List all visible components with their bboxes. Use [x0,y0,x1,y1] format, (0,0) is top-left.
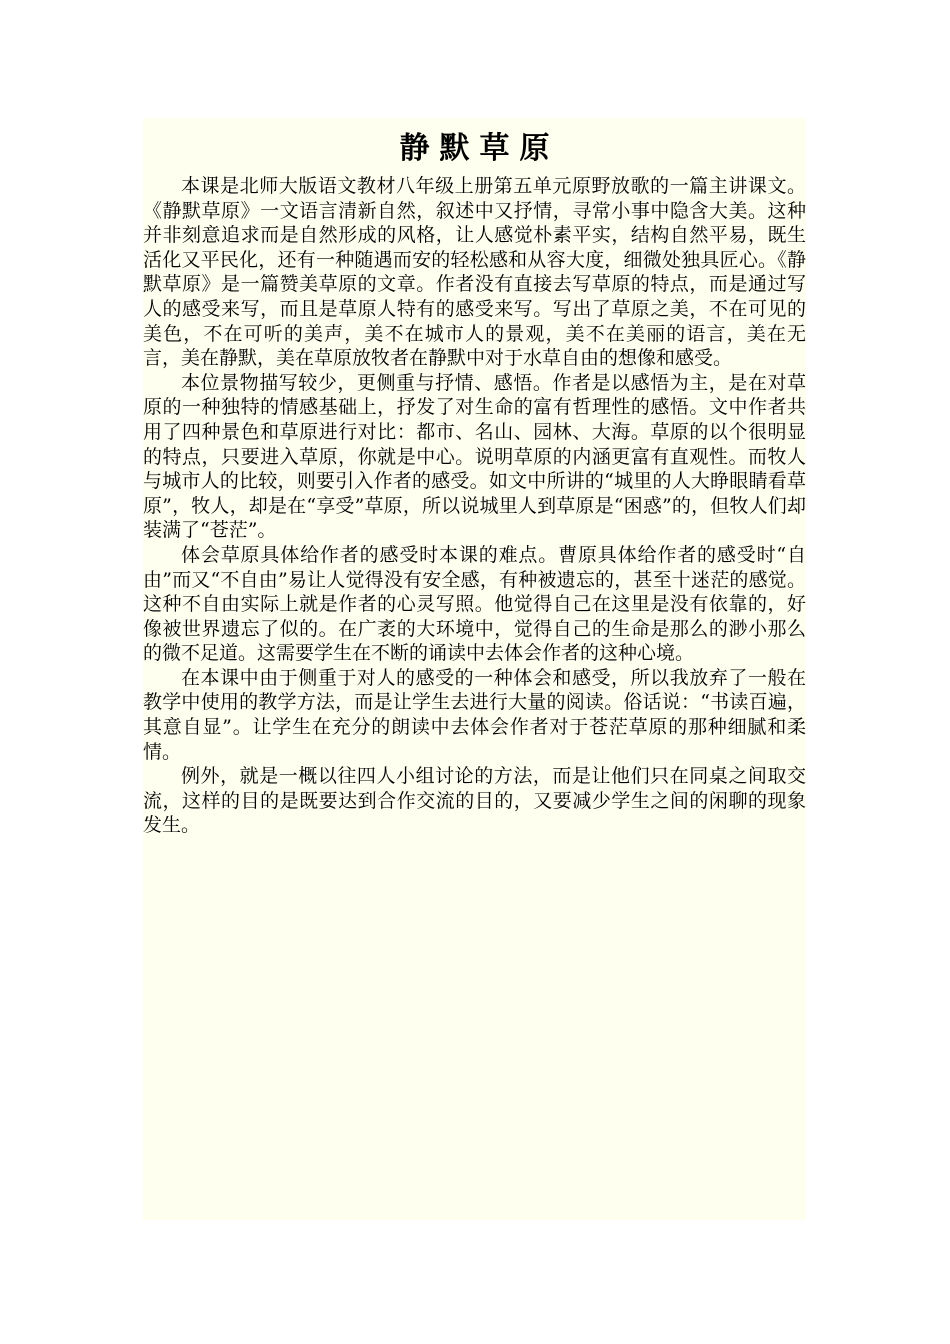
paragraph-3: 体会草原具体给作者的感受时本课的难点。曹原具体给作者的感受时“自由”而又“不自由”易让人觉得没有安全感，有种被遗忘的，甚至十迷茫的感觉。这种不自由实际上就是作者的心灵写照。他觉得自己在这里是没有依靠的，好像被世界遗忘了似的。在广袤的大环境中，觉得自己的生命是那么的渺小那么的微不足道。这需要学生在不断的诵读中去体会作者的这种心境。 [143,543,806,665]
document-title: 静默草原 [399,131,560,166]
paragraph-4: 在本课中由于侧重于对人的感受的一种体会和感受，所以我放弃了一般在教学中使用的教学方法，而是让学生去进行大量的阅读。俗话说：“书读百遍，其意自显”。让学生在充分的朗读中去体会作者对于苍茫草原的那种细腻和柔情。 [143,666,806,763]
paragraph-1: 本课是北师大版语文教材八年级上册第五单元原野放歌的一篇主讲课文。《静默草原》一文语言清新自然，叙述中又抒情，寻常小事中隐含大美。这种并非刻意追求而是自然形成的风格，让人感觉朴素平实，结构自然平易，既生活化又平民化，还有一种随遇而安的轻松感和从容大度，细微处独具匠心。《静默草原》是一篇赞美草原的文章。作者没有直接去写草原的特点，而是通过写人的感受来写，而且是草原人特有的感受来写。写出了草原之美，不在可见的美色，不在可听的美声，美不在城市人的景观，美不在美丽的语言，美在无言，美在静默，美在草原放牧者在静默中对于水草自由的想像和感受。 [143,175,806,370]
paragraph-5: 例外，就是一概以往四人小组讨论的方法，而是让他们只在同桌之间取交流，这样的目的是既要达到合作交流的目的，又要减少学生之间的闲聊的现象发生。 [143,765,806,837]
document-page [143,118,806,1220]
paragraph-2: 本位景物描写较少，更侧重与抒情、感悟。作者是以感悟为主，是在对草原的一种独特的情感基础上，抒发了对生命的富有哲理性的感悟。文中作者共用了四种景色和草原进行对比：都市、名山、园林、大海。草原的以个很明显的特点，只要进入草原，你就是中心。说明草原的内涵更富有直观性。而牧人与城市人的比较，则要引入作者的感受。如文中所讲的“城里的人大睁眼睛看草原”，牧人，却是在“享受”草原，所以说城里人到草原是“困惑”的，但牧人们却装满了“苍茫”。 [143,371,806,542]
document-body [143,174,806,838]
